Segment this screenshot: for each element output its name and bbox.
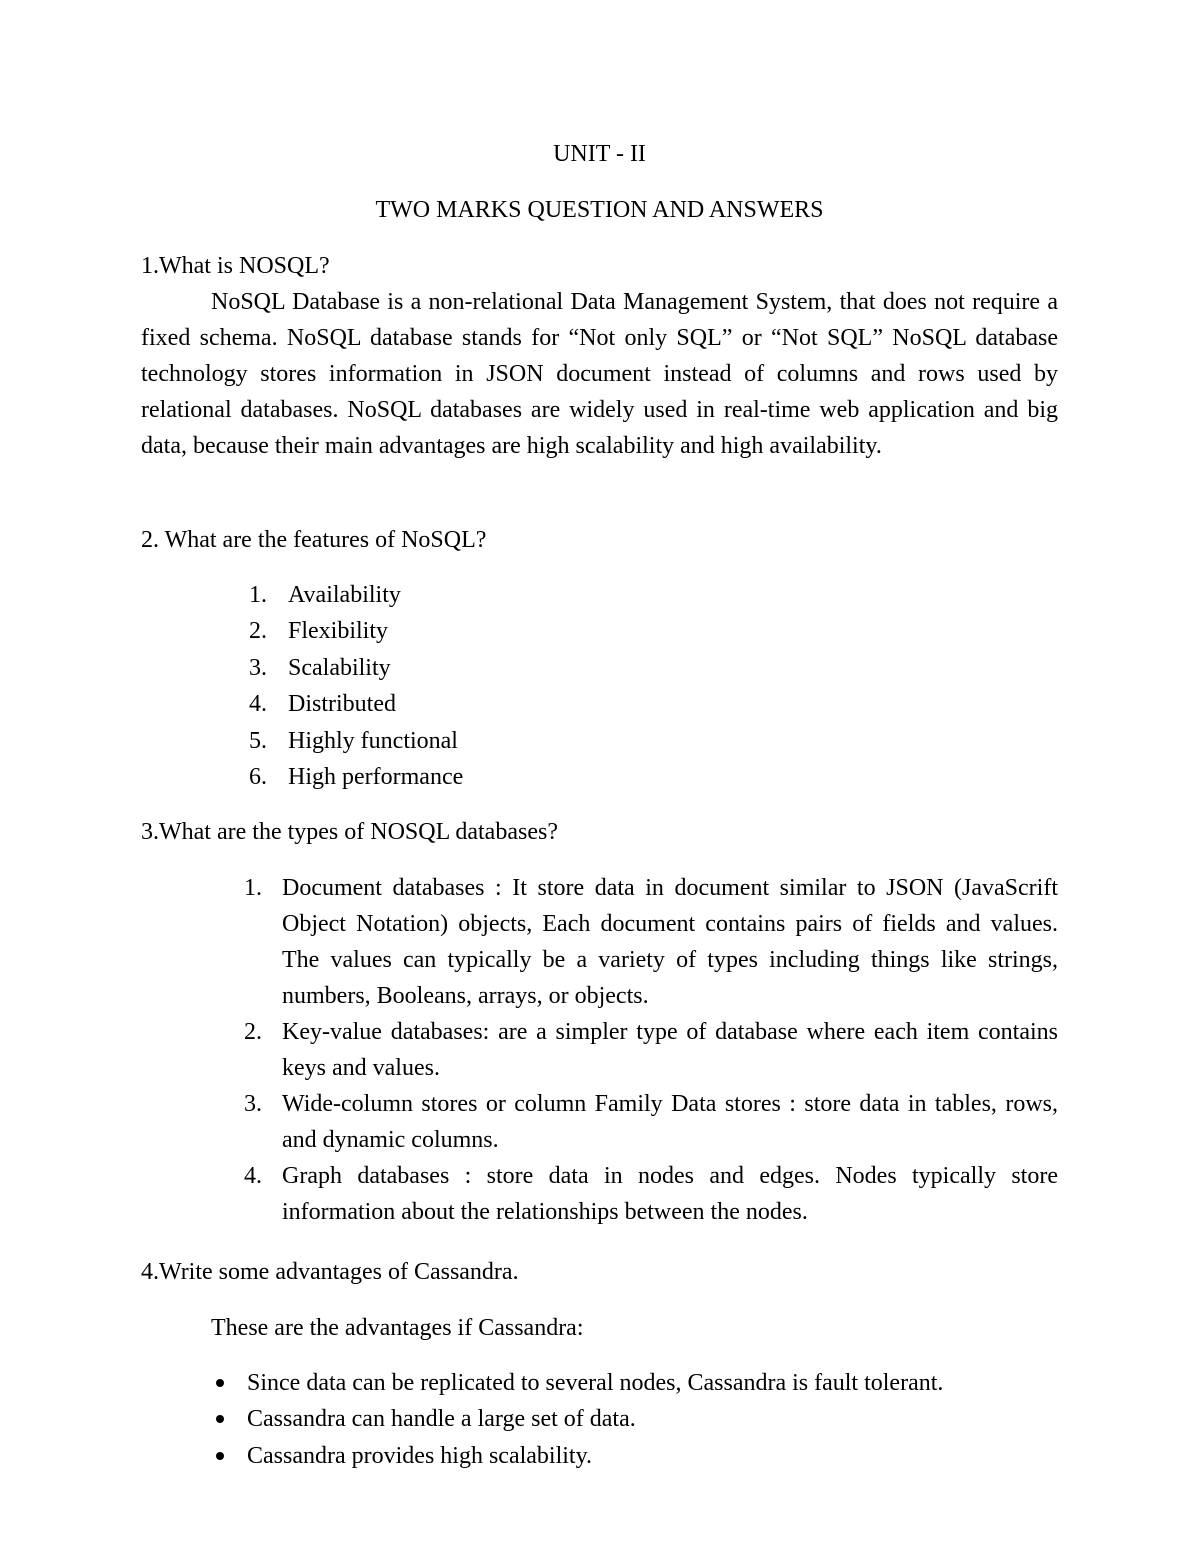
unit-title: UNIT - II xyxy=(553,141,646,167)
list-item xyxy=(141,613,463,649)
list-item-text: Flexibility xyxy=(288,618,389,645)
list-item xyxy=(141,1086,1058,1158)
bullet-icon xyxy=(216,1379,224,1387)
list-item xyxy=(141,759,463,795)
list-item xyxy=(141,870,1058,1014)
question-3: 3.What are the types of NOSQL databases? xyxy=(141,819,558,845)
list-item-text: Document databases : It store data in document similar to JSON (JavaScrift Object Notation) objects, Each document contains pairs of fields and values. The values can typically be a variety of types including things like strings, numbers, Booleans, arrays, or objects. xyxy=(282,875,1058,1009)
list-item-text: Key-value databases: are a simpler type of database where each item contains keys and values. xyxy=(282,1019,1058,1081)
list-item xyxy=(141,1365,943,1401)
list-item-text: Scalability xyxy=(288,654,391,681)
list-item-number: 5. xyxy=(249,727,267,754)
list-item-text: Cassandra provides high scalability. xyxy=(247,1442,593,1469)
question-1: 1.What is NOSQL? xyxy=(141,253,330,279)
list-item xyxy=(141,1401,943,1437)
list-item-text: Wide-column stores or column Family Data stores : store data in tables, rows, and dynamic columns. xyxy=(282,1091,1058,1153)
bullet-icon xyxy=(216,1415,224,1423)
bullet-icon xyxy=(216,1452,224,1460)
list-item-number: 1. xyxy=(244,875,262,901)
list-item xyxy=(141,577,463,613)
advantages-list xyxy=(141,1365,943,1474)
list-item xyxy=(141,686,463,722)
list-item-text: Distributed xyxy=(288,691,396,718)
question-4: 4.Write some advantages of Cassandra. xyxy=(141,1259,519,1285)
question-2: 2. What are the features of NoSQL? xyxy=(141,527,487,553)
features-list xyxy=(141,577,463,795)
list-item xyxy=(141,650,463,686)
document-page xyxy=(141,0,1058,1553)
list-item xyxy=(141,723,463,759)
list-item-number: 4. xyxy=(249,691,267,718)
list-item xyxy=(141,1014,1058,1086)
list-item-number: 6. xyxy=(249,763,267,790)
list-item-number: 3. xyxy=(249,654,267,681)
list-item-text: Availability xyxy=(288,582,401,608)
list-item-text: Highly functional xyxy=(288,727,458,754)
list-item-text: Since data can be replicated to several nodes, Cassandra is fault tolerant. xyxy=(247,1370,944,1396)
list-item-number: 2. xyxy=(249,618,267,645)
list-item xyxy=(141,1158,1058,1230)
list-item-text: Cassandra can handle a large set of data. xyxy=(247,1406,636,1433)
list-item-text: High performance xyxy=(288,763,464,790)
section-title: TWO MARKS QUESTION AND ANSWERS xyxy=(375,197,824,223)
list-item-number: 1. xyxy=(249,582,267,608)
list-item xyxy=(141,1438,943,1474)
list-item-number: 4. xyxy=(244,1163,262,1189)
list-item-text: Graph databases : store data in nodes and edges. Nodes typically store information about the relationships between the nodes. xyxy=(282,1163,1058,1225)
advantages-intro: These are the advantages if Cassandra: xyxy=(211,1315,584,1341)
database-types-list xyxy=(141,870,1058,1230)
answer-1-paragraph: NoSQL Database is a non-relational Data Management System, that does not require a fixed schema. NoSQL database stands for “Not only SQL” or “Not SQL” NoSQL database technology stores information in JSON document instead of columns and rows used by relational databases. NoSQL databases are widely used in real-time web application and big data, because their main advantages are high scalability and high availability. xyxy=(141,289,1058,459)
list-item-number: 3. xyxy=(244,1091,262,1117)
list-item-number: 2. xyxy=(244,1019,262,1045)
